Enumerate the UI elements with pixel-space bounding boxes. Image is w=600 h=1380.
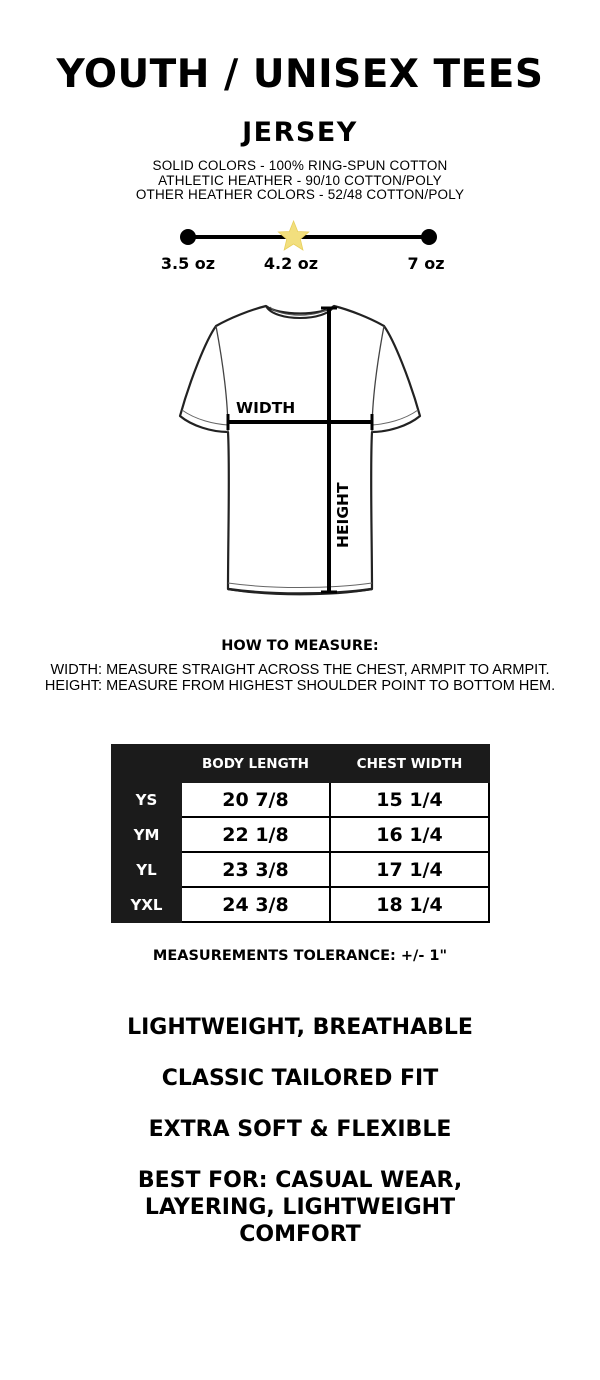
column-header-chest-width: CHEST WIDTH <box>330 745 489 782</box>
chest-width-value: 15 1/4 <box>330 782 489 817</box>
body-length-value: 20 7/8 <box>181 782 330 817</box>
how-to-measure-title: HOW TO MEASURE: <box>221 638 379 654</box>
feature-item: CLASSIC TAILORED FIT <box>161 1066 439 1091</box>
chest-width-value: 18 1/4 <box>330 887 489 922</box>
size-label: YXL <box>112 887 181 922</box>
weight-scale-track <box>0 220 600 254</box>
table-row <box>112 817 489 852</box>
body-length-value: 22 1/8 <box>181 817 330 852</box>
width-label: WIDTH <box>236 399 296 417</box>
feature-item: EXTRA SOFT & FLEXIBLE <box>148 1117 452 1142</box>
star-icon <box>278 221 308 250</box>
table-row <box>112 782 489 817</box>
weight-min-dot <box>180 229 196 245</box>
size-label: YM <box>112 817 181 852</box>
fabric-line: SOLID COLORS - 100% RING-SPUN COTTON <box>152 158 448 173</box>
fabric-composition <box>0 159 600 203</box>
size-label: YS <box>112 782 181 817</box>
how-to-measure-instructions <box>0 662 600 694</box>
table-row <box>112 887 489 922</box>
width-instruction: WIDTH: MEASURE STRAIGHT ACROSS THE CHEST, ARMPIT TO ARMPIT. <box>50 662 550 678</box>
size-chart-table <box>111 744 490 923</box>
feature-item: LIGHTWEIGHT, BREATHABLE <box>127 1015 473 1040</box>
weight-label-min: 3.5 oz <box>160 254 216 273</box>
tshirt-diagram <box>170 298 430 604</box>
weight-label-max: 7 oz <box>407 254 445 273</box>
weight-scale <box>0 220 600 280</box>
size-label: YL <box>112 852 181 887</box>
column-header-body-length: BODY LENGTH <box>181 745 330 782</box>
height-label: HEIGHT <box>334 482 352 548</box>
feature-list <box>0 1014 600 1248</box>
weight-max-dot <box>421 229 437 245</box>
weight-label-current: 4.2 oz <box>263 254 319 273</box>
fabric-line: ATHLETIC HEATHER - 90/10 COTTON/POLY <box>158 172 442 188</box>
feature-item: BEST FOR: CASUAL WEAR, LAYERING, LIGHTWEIGHT COMFORT <box>137 1168 463 1247</box>
tshirt-icon <box>170 298 430 604</box>
fabric-subtitle: JERSEY <box>242 117 358 148</box>
height-instruction: HEIGHT: MEASURE FROM HIGHEST SHOULDER POINT TO BOTTOM HEM. <box>44 678 556 694</box>
table-header-row <box>112 745 489 782</box>
body-length-value: 24 3/8 <box>181 887 330 922</box>
fabric-line: OTHER HEATHER COLORS - 52/48 COTTON/POLY <box>135 187 465 202</box>
measurement-tolerance: MEASUREMENTS TOLERANCE: +/- 1" <box>152 948 448 964</box>
body-length-value: 23 3/8 <box>181 852 330 887</box>
table-corner-cell <box>112 745 181 782</box>
chest-width-value: 17 1/4 <box>330 852 489 887</box>
page-title: YOUTH / UNISEX TEES <box>56 52 544 97</box>
chest-width-value: 16 1/4 <box>330 817 489 852</box>
table-row <box>112 852 489 887</box>
